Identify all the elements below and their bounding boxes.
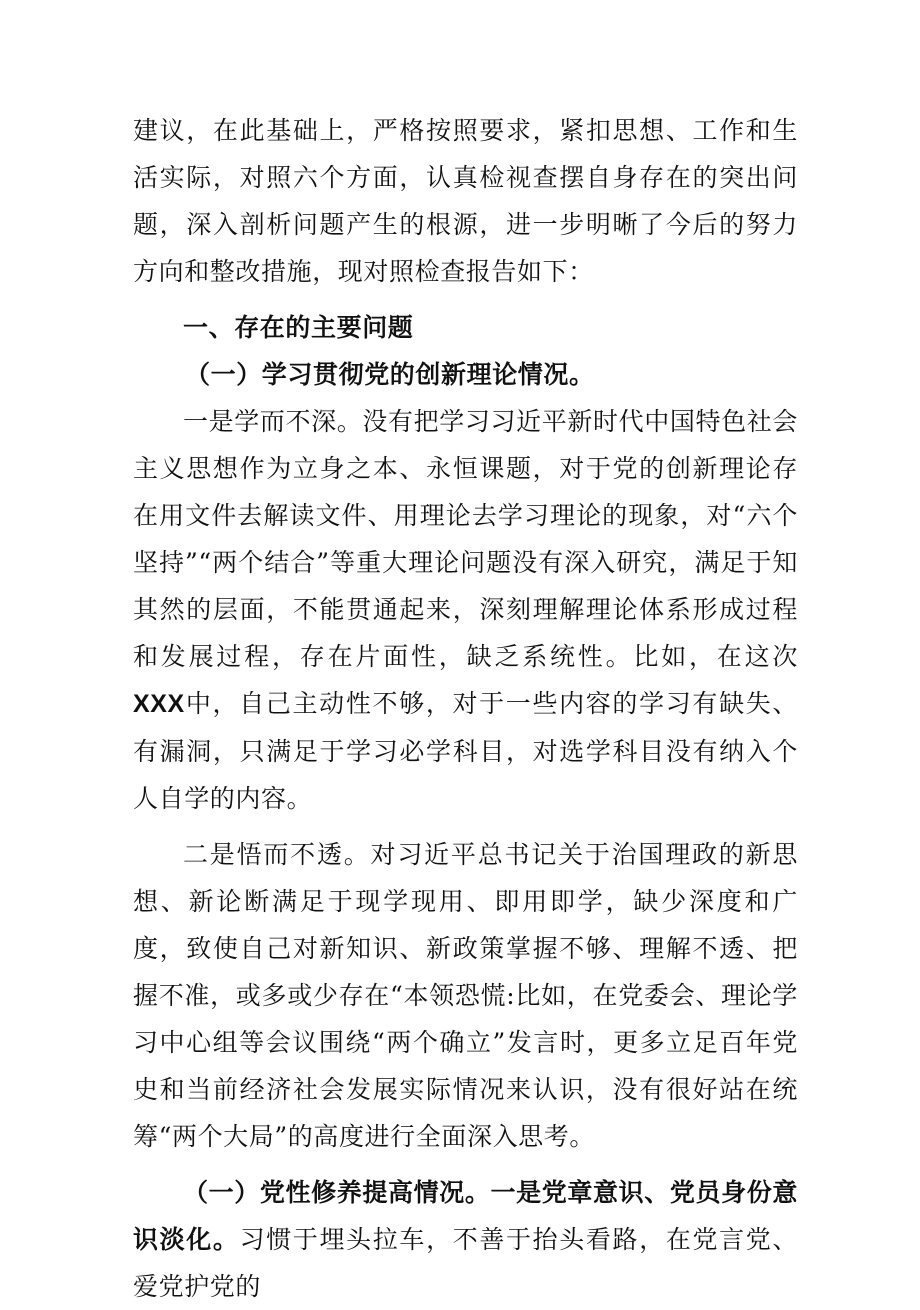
paragraph-study-not-deep-text-a: 一是学而不深。没有把学习习近平新时代中国特色社会主义思想作为立身之本、永恒课题，对于党的创新理论存在用文件去解读文件、用理论去学习理论的现象，对“六个坚持”“两个结合”等重大理论问题没有深入研究，满足于知其然的层面，不能贯通起来，深刻理解理论体系形成过程和发展过程，存在片面性，缺乏系统性。比如，在这次 (133, 407, 798, 671)
subsection-heading-party-spirit: （一）党性修养提高情况。一是党章意识、党员身份意识淡化。 (133, 1178, 798, 1254)
document-body (133, 107, 798, 1310)
section-heading-existing-problems: 一、存在的主要问题 (183, 313, 414, 342)
paragraph-understanding-not-thorough: 二是悟而不透。对习近平总书记关于治国理政的新思想、新论断满足于现学现用、即用即学，缺少深度和广度，致使自己对新知识、新政策掌握不够、理解不透、把握不准，或多或少存在“本领恐慌:比如，在党委会、理论学习中心组等会议围绕“两个确立”发言时，更多立足百年党史和当前经济社会发展实际情况来认识，没有很好站在统筹“两个大局”的高度进行全面深入思考。 (133, 840, 798, 1151)
paragraph-party-spirit (133, 1169, 798, 1310)
placeholder-xxx: XXX (133, 690, 185, 718)
paragraph-study-not-deep (133, 398, 798, 822)
subsection-heading-study-theory: （一）学习贯彻党的创新理论情况。 (185, 360, 595, 389)
paragraph-party-spirit-text: 习惯于埋头拉车，不善于抬头看路，在党言党、爱党护党的 (133, 1225, 799, 1301)
paragraph-study-not-deep-text-b: 中，自己主动性不够，对于一些内容的学习有缺失、有漏洞，只满足于学习必学科目，对选学科目没有纳入个人自学的内容。 (133, 689, 798, 813)
intro-paragraph: 建议，在此基础上，严格按照要求，紧扣思想、工作和生活实际，对照六个方面，认真检视查摆自身存在的突出问题，深入剖析问题产生的根源，进一步明晰了今后的努力方向和整改措施，现对照检查报告如下： (133, 116, 798, 286)
